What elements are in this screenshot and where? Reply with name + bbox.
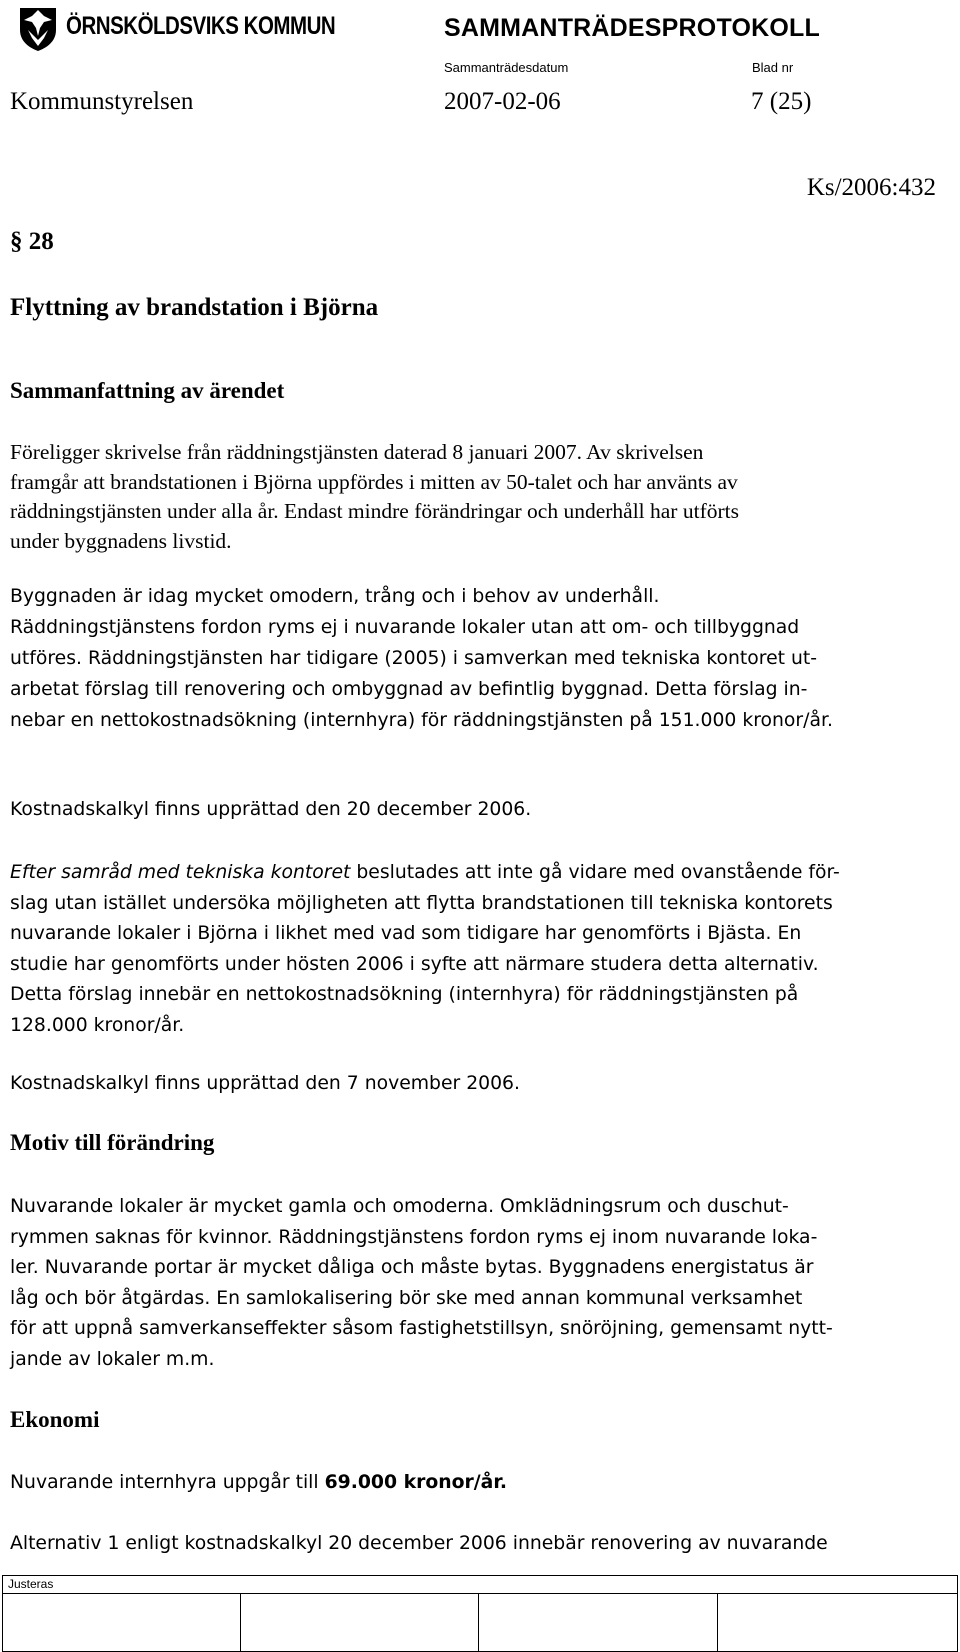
document-type: SAMMANTRÄDESPROTOKOLL <box>444 14 820 42</box>
paragraph-line: framgår att brandstationen i Björna uppfördes i mitten av 50-talet och har använts av <box>10 469 738 494</box>
signature-cell <box>478 1594 718 1652</box>
paragraph-line: studie har genomförts under hösten 2006 i syfte att närmare studera detta alternativ. <box>10 953 819 975</box>
paragraph-5 <box>10 1069 940 1099</box>
paragraph-line: nuvarande lokaler i Björna i likhet med vad som tidigare har genomförts i Bjästa. En <box>10 923 802 944</box>
paragraph-6 <box>10 1192 940 1375</box>
page-number-label: Blad nr <box>752 60 794 75</box>
signature-table <box>2 1575 958 1652</box>
paragraph-line: arbetat förslag till renovering och ombyggnad av befintlig byggnad. Detta förslag in- <box>10 679 808 700</box>
signature-label-cell <box>3 1576 958 1594</box>
case-number: Ks/2006:432 <box>806 174 936 201</box>
meeting-date: 2007-02-06 <box>444 88 561 115</box>
committee-name: Kommunstyrelsen <box>10 88 194 115</box>
paragraph-line: Föreligger skrivelse från räddningstjänsten daterad 8 januari 2007. Av skrivelsen <box>10 440 704 464</box>
organization-name: ÖRNSKÖLDSVIKS KOMMUN <box>66 12 336 40</box>
municipal-crest-icon <box>18 6 58 52</box>
signature-label: Justeras <box>8 1577 54 1591</box>
paragraph-line: Räddningstjänstens fordon ryms ej i nuvarande lokaler utan att om- och tillbyggnad <box>10 617 800 638</box>
bold-amount: 69.000 kronor/år. <box>324 1472 508 1493</box>
signature-cell <box>3 1594 241 1652</box>
paragraph-line: Alternativ 1 enligt kostnadskalkyl 20 december 2006 innebär renovering av nuvarande <box>10 1533 828 1554</box>
paragraph-line: Kostnadskalkyl finns upprättad den 7 november 2006. <box>10 1073 520 1094</box>
paragraph-line: för att uppnå samverkanseffekter såsom fastighetstillsyn, snöröjning, gemensamt nytt- <box>10 1318 833 1339</box>
paragraph-8 <box>10 1529 940 1559</box>
meeting-date-label: Sammanträdesdatum <box>444 60 569 75</box>
paragraph-3 <box>10 795 940 825</box>
paragraph-7 <box>10 1468 940 1498</box>
paragraph-line: jande av lokaler m.m. <box>10 1348 215 1370</box>
paragraph-line: rymmen saknas för kvinnor. Räddningstjänstens fordon ryms ej inom nuvarande loka- <box>10 1226 818 1248</box>
paragraph-line: ler. Nuvarande portar är mycket dåliga och måste bytas. Byggnadens energistatus är <box>10 1257 814 1278</box>
paragraph-4 <box>10 858 940 1041</box>
paragraph-line: Byggnaden är idag mycket omodern, trång och i behov av underhåll. <box>10 586 660 607</box>
paragraph-line: under byggnadens livstid. <box>10 528 232 553</box>
paragraph-line: räddningstjänsten under alla år. Endast mindre förändringar och underhåll har utförts <box>10 499 739 523</box>
paragraph-line <box>10 1468 940 1498</box>
heading-motiv: Motiv till förändring <box>10 1130 215 1155</box>
signature-cell <box>718 1594 958 1652</box>
paragraph-2 <box>10 581 940 736</box>
paragraph-line: Detta förslag innebär en nettokostnadsökning (internhyra) för räddningstjänsten på <box>10 984 799 1005</box>
paragraph-line: låg och bör åtgärdas. En samlokalisering bör ske med annan kommunal verksamhet <box>10 1287 803 1309</box>
section-title: Flyttning av brandstation i Björna <box>10 294 379 321</box>
paragraph-line: 128.000 kronor/år. <box>10 1014 185 1036</box>
paragraph-line: Nuvarande lokaler är mycket gamla och omoderna. Omklädningsrum och duschut- <box>10 1196 789 1217</box>
paragraph-line <box>10 858 940 889</box>
page-number: 7 (25) <box>751 88 812 115</box>
section-number: § 28 <box>10 228 54 255</box>
paragraph-line: utföres. Räddningstjänsten har tidigare (2005) i samverkan med tekniska kontoret ut- <box>10 648 818 669</box>
paragraph-line: nebar en nettokostnadsökning (internhyra) för räddningstjänsten på 151.000 kronor/år. <box>10 710 833 731</box>
paragraph-line: slag utan istället undersöka möjligheten att flytta brandstationen till tekniska kontorets <box>10 892 833 914</box>
heading-ekonomi: Ekonomi <box>10 1407 100 1432</box>
paragraph-line: Kostnadskalkyl finns upprättad den 20 december 2006. <box>10 799 532 820</box>
heading-summary: Sammanfattning av ärendet <box>10 378 285 403</box>
paragraph-1 <box>10 438 940 556</box>
line-continuation: beslutades att inte gå vidare med ovanstående för- <box>350 862 840 883</box>
line-text: Nuvarande internhyra uppgår till <box>10 1472 325 1493</box>
italic-phrase: Efter samråd med tekniska kontoret <box>10 862 351 883</box>
signature-cell <box>240 1594 478 1652</box>
